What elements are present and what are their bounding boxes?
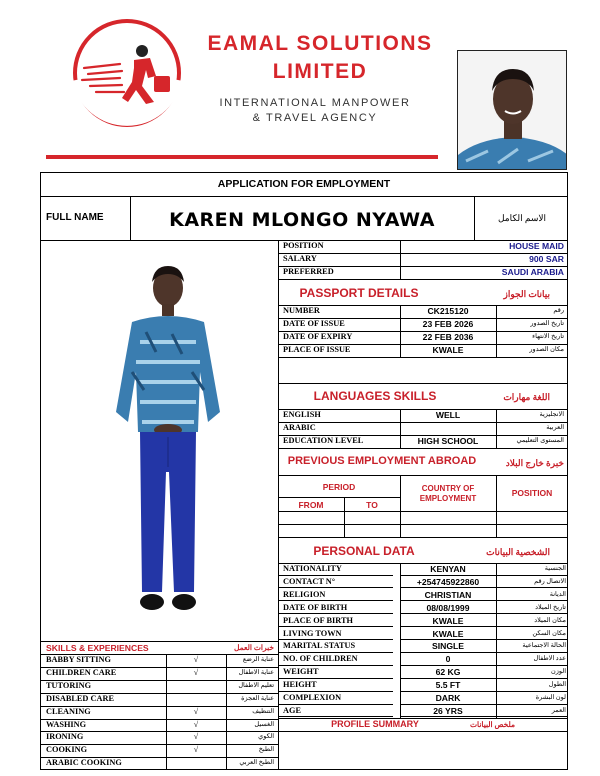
skill-check-mark: √ bbox=[193, 706, 199, 716]
passport-row-value: 23 FEB 2026 bbox=[422, 319, 474, 329]
personal-row-label: WEIGHT bbox=[278, 666, 393, 679]
skill-row-arabic: عناية العجزة bbox=[241, 694, 274, 702]
personal-row-value: KENYAN bbox=[400, 563, 496, 576]
skill-row-arabic: الطبخ العربي bbox=[239, 759, 274, 767]
skill-check-mark: √ bbox=[193, 732, 199, 742]
skill-row-arabic: تعليم الاطفال bbox=[238, 681, 274, 689]
passport-row-value: KWALE bbox=[432, 345, 464, 355]
personal-row-value: CHRISTIAN bbox=[400, 589, 496, 602]
skill-row-label: IRONING bbox=[46, 732, 84, 742]
personal-row-label: NO. OF CHILDREN bbox=[278, 653, 393, 666]
personal-row-label: NATIONALITY bbox=[278, 563, 393, 576]
passport-row-value: 22 FEB 2036 bbox=[422, 332, 474, 342]
position-row-value: SAUDI ARABIA bbox=[501, 267, 564, 277]
skill-row-label: CHILDREN CARE bbox=[46, 667, 117, 677]
divider bbox=[474, 196, 475, 240]
skill-row-label: BABBY SITTING bbox=[46, 655, 111, 664]
profile-summary-title-arabic: ملخص البيانات bbox=[470, 720, 516, 729]
divider bbox=[278, 731, 568, 732]
full-body-photo bbox=[112, 262, 224, 622]
passport-row-arabic: تاريخ الصدور bbox=[530, 320, 564, 327]
skill-check-mark bbox=[166, 757, 226, 770]
form-title: APPLICATION FOR EMPLOYMENT bbox=[217, 178, 391, 190]
position-header: POSITION bbox=[511, 488, 553, 498]
personal-row-arabic: لون البشرة bbox=[496, 692, 568, 705]
skill-row-arabic: عناية الاطفال bbox=[238, 668, 274, 676]
skill-row-arabic: عناية الرضع bbox=[242, 656, 274, 663]
personal-row-value: 0 bbox=[400, 653, 496, 666]
language-row-value bbox=[400, 422, 496, 435]
country-header-line2: EMPLOYMENT bbox=[419, 494, 477, 503]
divider bbox=[278, 357, 568, 358]
passport-row-arabic: مكان الصدور bbox=[529, 346, 564, 353]
personal-data-title: PERSONAL DATA bbox=[313, 544, 415, 558]
country-of-employment-header bbox=[400, 484, 496, 504]
personal-row-arabic: تاريخ الميلاد bbox=[496, 602, 568, 615]
personal-data-title-arabic: الشخصية البيانات bbox=[486, 547, 550, 557]
personal-row-value: +254745922860 bbox=[400, 576, 496, 589]
tagline-line2: & TRAVEL AGENCY bbox=[252, 112, 378, 124]
passport-photo bbox=[457, 50, 567, 170]
personal-row-arabic: عدد الاطفال bbox=[496, 653, 568, 666]
skill-row-label: COOKING bbox=[46, 745, 88, 755]
personal-row-value: KWALE bbox=[400, 615, 496, 628]
full-name-label: FULL NAME bbox=[46, 212, 104, 223]
language-row-value: WELL bbox=[435, 410, 461, 420]
personal-row-value: 62 KG bbox=[400, 666, 496, 679]
from-header: FROM bbox=[298, 500, 324, 510]
company-logo bbox=[62, 18, 192, 128]
personal-row-label: RELIGION bbox=[278, 589, 393, 602]
skill-row-arabic: الغسيل bbox=[254, 720, 274, 728]
position-row-label: SALARY bbox=[283, 254, 317, 263]
skill-check-mark: √ bbox=[193, 667, 199, 677]
divider bbox=[278, 475, 568, 476]
personal-row-label: COMPLEXION bbox=[278, 692, 393, 705]
personal-row-arabic: مكان السكن bbox=[496, 628, 568, 641]
passport-details-title: PASSPORT DETAILS bbox=[299, 286, 419, 300]
passport-details-title-arabic: بيانات الجواز bbox=[503, 289, 550, 299]
to-header: TO bbox=[366, 500, 378, 510]
passport-row-label: DATE OF EXPIRY bbox=[283, 332, 353, 341]
language-row-value: HIGH SCHOOL bbox=[417, 436, 479, 446]
personal-row-value: KWALE bbox=[400, 628, 496, 641]
position-row-value: HOUSE MAID bbox=[509, 241, 564, 251]
skill-row-label: TUTORING bbox=[46, 680, 92, 690]
skills-title-arabic: خبرات العمل bbox=[233, 643, 274, 652]
language-row-label: EDUCATION LEVEL bbox=[283, 436, 364, 445]
personal-row-arabic: الاتصال رقم bbox=[496, 576, 568, 589]
languages-skills-title-arabic: اللغة مهارات bbox=[503, 392, 550, 402]
skill-row-label: WASHING bbox=[46, 719, 87, 729]
language-row-arabic: العربية bbox=[546, 424, 564, 431]
full-name-value: KAREN MLONGO NYAWA bbox=[169, 209, 435, 231]
personal-row-value: 26 YRS bbox=[400, 705, 496, 718]
passport-row-label: NUMBER bbox=[283, 306, 320, 315]
position-row-label: PREFERRED bbox=[283, 267, 334, 276]
divider bbox=[278, 497, 400, 498]
skill-check-mark bbox=[166, 693, 226, 706]
company-name-line1: EAMAL SOLUTIONS bbox=[207, 32, 433, 55]
skill-row-label: DISABLED CARE bbox=[46, 693, 115, 703]
languages-skills-title: LANGUAGES SKILLS bbox=[313, 389, 437, 403]
divider bbox=[278, 279, 568, 280]
header-divider bbox=[46, 155, 438, 159]
divider bbox=[278, 524, 568, 525]
personal-row-label: DATE OF BIRTH bbox=[278, 602, 393, 615]
company-tagline bbox=[190, 96, 440, 126]
company-name-line2: LIMITED bbox=[272, 60, 368, 83]
skill-row-label: ARABIC COOKING bbox=[46, 758, 122, 768]
divider bbox=[278, 537, 568, 538]
position-row-value: 900 SAR bbox=[529, 254, 564, 264]
period-header: PERIOD bbox=[322, 482, 356, 492]
personal-row-arabic: مكان الميلاد bbox=[496, 615, 568, 628]
personal-row-value: 08/08/1999 bbox=[400, 602, 496, 615]
skill-row-arabic: التنظيف bbox=[252, 707, 274, 715]
divider bbox=[130, 196, 131, 240]
language-row-arabic: المستوى التعليمي bbox=[516, 437, 564, 444]
personal-row-arabic: العمر bbox=[496, 705, 568, 718]
previous-employment-title-arabic: خبرة خارج البلاد bbox=[505, 458, 564, 468]
previous-employment-title: PREVIOUS EMPLOYMENT ABROAD bbox=[287, 455, 477, 467]
personal-row-value: 5.5 FT bbox=[400, 679, 496, 692]
skill-row-label: CLEANING bbox=[46, 706, 91, 716]
passport-row-arabic: رقم bbox=[553, 307, 564, 314]
skills-title: SKILLS & EXPERIENCES bbox=[46, 643, 149, 653]
language-row-arabic: الانجليزية bbox=[539, 411, 564, 418]
passport-row-label: PLACE OF ISSUE bbox=[283, 345, 351, 354]
passport-row-value: CK215120 bbox=[427, 306, 469, 316]
skill-row-arabic: الكوي bbox=[258, 733, 274, 741]
personal-row-label: PLACE OF BIRTH bbox=[278, 615, 393, 628]
personal-row-label: HEIGHT bbox=[278, 679, 393, 692]
country-header-line1: COUNTRY OF bbox=[421, 484, 475, 493]
divider bbox=[278, 383, 568, 384]
divider bbox=[496, 475, 497, 537]
divider bbox=[278, 511, 568, 512]
passport-row-label: DATE OF ISSUE bbox=[283, 319, 345, 328]
company-name bbox=[190, 30, 450, 86]
skill-check-mark: √ bbox=[193, 719, 199, 729]
personal-row-arabic: الديانة bbox=[496, 589, 568, 602]
personal-row-label: CONTACT N° bbox=[278, 576, 393, 589]
full-name-arabic-label: الاسم الكامل bbox=[497, 213, 546, 223]
passport-row-arabic: تاريخ الانتهاء bbox=[532, 333, 564, 340]
personal-row-arabic: الجنسية bbox=[496, 563, 568, 576]
language-row-label: ENGLISH bbox=[283, 410, 321, 419]
profile-summary-title: PROFILE SUMMARY bbox=[331, 719, 419, 729]
divider bbox=[278, 448, 568, 449]
personal-row-arabic: الحالة الاجتماعية bbox=[496, 640, 568, 653]
tagline-line1: INTERNATIONAL MANPOWER bbox=[219, 97, 411, 109]
position-row-label: POSITION bbox=[283, 241, 324, 250]
skill-check-mark bbox=[166, 680, 226, 693]
language-row-label: ARABIC bbox=[283, 423, 316, 432]
personal-row-arabic: الطول bbox=[496, 679, 568, 692]
personal-row-value: SINGLE bbox=[400, 640, 496, 653]
personal-row-value: DARK bbox=[400, 692, 496, 705]
personal-row-arabic: الوزن bbox=[496, 666, 568, 679]
skill-row-arabic: الطبخ bbox=[258, 746, 274, 754]
skill-check-mark: √ bbox=[193, 745, 199, 755]
personal-row-label: MARITAL STATUS bbox=[278, 640, 393, 653]
personal-row-label: LIVING TOWN bbox=[278, 628, 393, 641]
skill-check-mark: √ bbox=[193, 655, 199, 664]
personal-row-label: AGE bbox=[278, 705, 393, 718]
